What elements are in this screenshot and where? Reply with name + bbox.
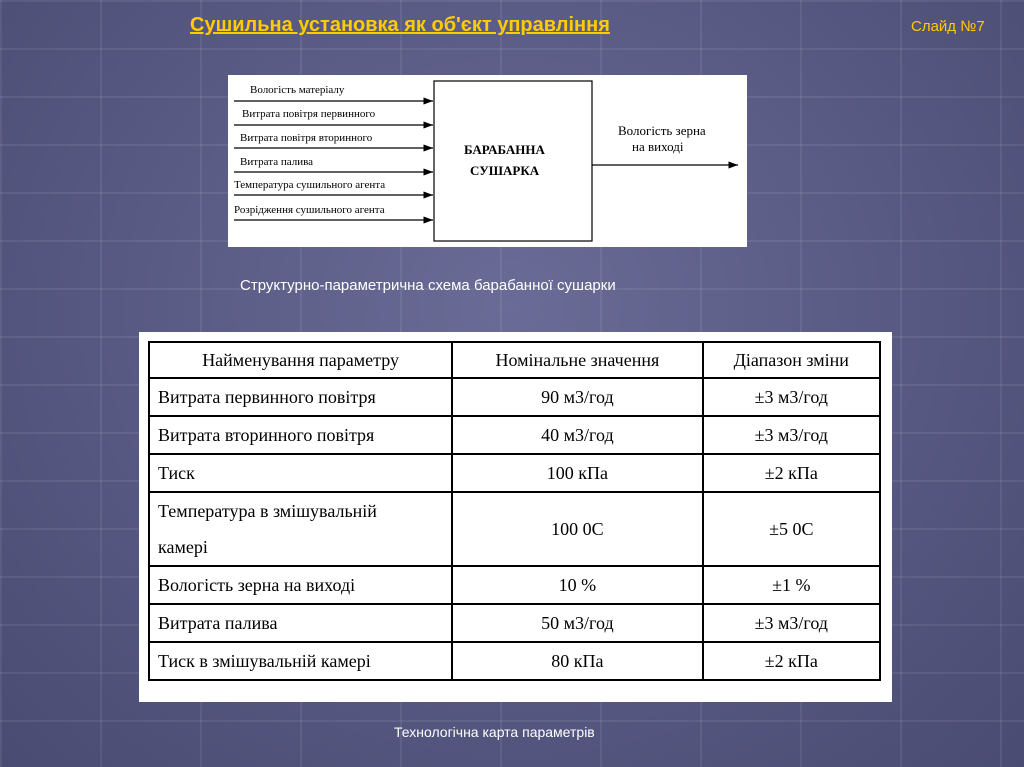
table-row <box>149 378 880 416</box>
input-label: Витрата повітря вторинного <box>240 132 373 144</box>
dryer-block <box>434 81 592 241</box>
table-row <box>149 642 880 680</box>
input-label: Розрідження сушильного агента <box>234 204 385 216</box>
param-name-cell <box>149 492 452 566</box>
nominal-cell: 100 0С <box>452 492 702 566</box>
output-label: Вологість зерна <box>618 123 706 138</box>
input-label: Витрата палива <box>240 156 314 168</box>
nominal-cell: 90 м3/год <box>452 378 702 416</box>
table-header-row <box>149 342 880 378</box>
block-label: СУШАРКА <box>470 163 540 178</box>
range-cell: ±3 м3/год <box>703 378 880 416</box>
parameters-table <box>148 341 881 681</box>
header-cell: Номінальне значення <box>452 342 702 378</box>
param-name-cell: Тиск <box>149 454 452 492</box>
header-cell: Діапазон зміни <box>703 342 880 378</box>
nominal-cell: 50 м3/год <box>452 604 702 642</box>
header-cell: Найменування параметру <box>149 342 452 378</box>
table-caption: Технологічна карта параметрів <box>394 724 595 740</box>
nominal-cell: 100 кПа <box>452 454 702 492</box>
param-name-cell: Витрата первинного повітря <box>149 378 452 416</box>
range-cell: ±1 % <box>703 566 880 604</box>
param-name-line: камері <box>158 537 208 557</box>
table-row <box>149 454 880 492</box>
input-label: Температура сушильного агента <box>234 179 386 191</box>
nominal-cell: 80 кПа <box>452 642 702 680</box>
table-row <box>149 604 880 642</box>
table-row <box>149 492 880 566</box>
parameters-table-panel <box>139 332 892 702</box>
param-name-cell: Тиск в змішувальній камері <box>149 642 452 680</box>
diagram-caption: Структурно-параметрична схема барабанної сушарки <box>240 277 616 294</box>
block-label: БАРАБАННА <box>464 142 545 157</box>
slide-number: Слайд №7 <box>911 18 985 35</box>
table-row <box>149 566 880 604</box>
diagram-svg <box>228 75 747 247</box>
input-label: Витрата повітря первинного <box>242 108 376 120</box>
param-name-line: Температура в змішувальній <box>158 501 377 521</box>
param-name-cell: Вологість зерна на виході <box>149 566 452 604</box>
range-cell: ±5 0С <box>703 492 880 566</box>
structural-diagram <box>228 75 747 247</box>
output-label: на виході <box>632 139 684 154</box>
param-name-cell: Витрата палива <box>149 604 452 642</box>
nominal-cell: 10 % <box>452 566 702 604</box>
table-row <box>149 416 880 454</box>
range-cell: ±2 кПа <box>703 454 880 492</box>
range-cell: ±3 м3/год <box>703 604 880 642</box>
slide-title: Сушильна установка як об'єкт управління <box>190 14 610 36</box>
range-cell: ±2 кПа <box>703 642 880 680</box>
param-name-cell: Витрата вторинного повітря <box>149 416 452 454</box>
input-label: Вологість матеріалу <box>250 84 345 96</box>
range-cell: ±3 м3/год <box>703 416 880 454</box>
nominal-cell: 40 м3/год <box>452 416 702 454</box>
